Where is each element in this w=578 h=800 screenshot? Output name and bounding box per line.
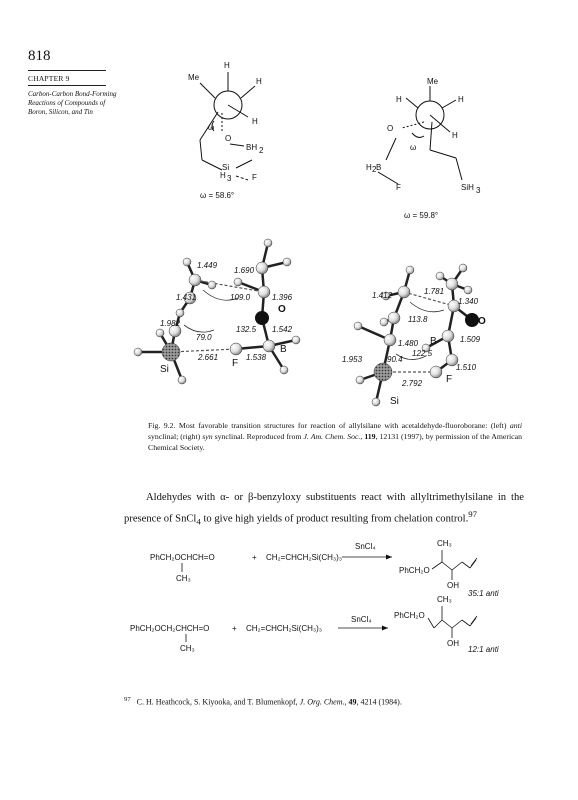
atom-b: B [430, 336, 437, 347]
chapter-subtitle: Carbon-Carbon Bond-Forming Reactions of Compounds of Boron, Silicon, and Tin [28, 90, 117, 116]
product-oh: OH [447, 581, 459, 590]
product-group: PhCH₂O [394, 611, 425, 620]
dist: 1.509 [460, 335, 481, 344]
svg-text:O: O [225, 134, 232, 143]
svg-text:2: 2 [372, 165, 377, 174]
svg-text:3: 3 [476, 186, 481, 195]
dist: 1.431 [176, 293, 197, 302]
caption-label: Fig. 9.2. [148, 421, 176, 430]
dist: 90.4 [387, 355, 403, 364]
svg-text:H: H [224, 61, 230, 70]
svg-text:ω: ω [410, 143, 417, 152]
atom-o: O [478, 316, 486, 327]
newman-right [378, 86, 462, 184]
svg-text:Me: Me [188, 73, 200, 82]
dist: 1.953 [342, 355, 363, 364]
caption-text: synclinal; (right) [148, 432, 203, 441]
dist: 1.542 [272, 325, 293, 334]
omega-right: ω = 59.8° [404, 211, 439, 220]
body-text: Aldehydes with α- or β-benzyloxy substituents react with allyltrimethylsilane in the presence of SnCl [124, 492, 524, 525]
product-oh: OH [447, 639, 459, 648]
footnote-authors: C. H. Heathcock, S. Kiyooka, and T. Blumenkopf, [136, 697, 300, 707]
reagent-methyl: CH₃ [176, 574, 191, 583]
product-methyl: CH₃ [437, 539, 452, 548]
reagent-methyl: CH₃ [180, 644, 195, 653]
catalyst: SnCl₄ [351, 615, 372, 624]
ratio: 12:1 anti [468, 645, 499, 654]
svg-text:H: H [252, 117, 258, 126]
body-subscript: 4 [196, 516, 201, 527]
atom-b: B [280, 344, 287, 355]
svg-text:B: B [376, 163, 382, 172]
dist: 2.792 [402, 379, 423, 388]
svg-text:F: F [396, 183, 401, 192]
atom-f: F [446, 374, 453, 385]
body-paragraph [124, 490, 524, 530]
footnote-rest: , 4214 (1984). [356, 697, 402, 707]
svg-text:3: 3 [227, 174, 232, 183]
dist: 1.412 [372, 291, 393, 300]
plus: + [252, 553, 257, 562]
svg-text:F: F [252, 173, 257, 182]
svg-text:ω: ω [208, 123, 215, 132]
dist: 1.340 [458, 297, 479, 306]
dist: 109.0 [230, 293, 251, 302]
dist: 1.510 [456, 363, 477, 372]
allylsilane: CH₂=CHCH₂Si(CH₃)₃ [266, 553, 343, 562]
footnote-number: 97 [124, 696, 131, 703]
reagent: PhCH₂OCH₂CHCH=O [130, 624, 210, 633]
dist: 1.480 [398, 339, 419, 348]
svg-text:Me: Me [427, 77, 439, 86]
catalyst: SnCl₄ [355, 542, 376, 551]
product-methyl: CH₃ [437, 595, 452, 604]
caption-volume: 119 [364, 432, 376, 441]
footnote-sep: , [344, 697, 349, 707]
body-text: to give high yields of product resulting from chelation control. [200, 513, 469, 525]
reagent: PhCH₂OCHCH=O [150, 553, 215, 562]
reaction-2 [130, 595, 499, 654]
footnote [124, 696, 544, 707]
dist: 1.690 [234, 266, 255, 275]
svg-text:H: H [366, 163, 372, 172]
dist: 1.781 [424, 287, 445, 296]
caption-text: Most favorable transition structures for reaction of allylsilane with acetaldehyde-fluoroborane: (left) [178, 421, 510, 430]
caption-syn: syn [202, 432, 213, 441]
dist: 1.396 [272, 293, 293, 302]
plus: + [232, 624, 237, 633]
atom-si: Si [160, 364, 169, 375]
caption-text: , 12131 (1997), by permission of the American Chemical Society. [148, 432, 522, 452]
svg-text:2: 2 [259, 146, 264, 155]
dist: 132.5 [236, 325, 257, 334]
footnote-journal: J. Org. Chem. [299, 697, 345, 707]
page-number: 818 [28, 48, 51, 64]
caption-anti: anti [509, 421, 522, 430]
product-group: PhCH₂O [399, 566, 430, 575]
atom-si: Si [390, 396, 399, 407]
caption-text: synclinal. Reproduced from [212, 432, 304, 441]
dist: 122.5 [412, 349, 433, 358]
omega-left: ω = 58.6° [200, 191, 235, 200]
dist: 1.538 [246, 353, 267, 362]
caption-journal: J. Am. Chem. Soc. [303, 432, 361, 441]
caption-text: , [360, 432, 365, 441]
svg-text:H: H [458, 95, 464, 104]
dist: 1.449 [197, 261, 218, 270]
svg-text:SiH: SiH [461, 183, 474, 192]
svg-text:H: H [256, 77, 262, 86]
figure-caption [148, 420, 522, 453]
svg-text:H: H [396, 95, 402, 104]
ratio: 35:1 anti [468, 589, 499, 598]
svg-text:Si: Si [222, 163, 230, 172]
dist: 1.982 [160, 319, 181, 328]
dist: 79.0 [196, 333, 212, 342]
reaction-1 [150, 539, 499, 598]
chapter-label: CHAPTER 9 [28, 74, 70, 83]
dist: 113.8 [408, 315, 428, 324]
svg-text:BH: BH [246, 143, 258, 152]
allylsilane: CH₂=CHCH₂Si(CH₃)₃ [246, 624, 323, 633]
footnote-ref[interactable]: 97 [468, 509, 478, 519]
atom-f: F [232, 358, 239, 369]
footnote-volume: 49 [348, 697, 357, 707]
atom-o: O [278, 304, 286, 315]
dist: 2.661 [198, 353, 219, 362]
svg-text:O: O [387, 124, 394, 133]
svg-text:H: H [220, 171, 226, 180]
svg-text:H: H [452, 131, 458, 140]
